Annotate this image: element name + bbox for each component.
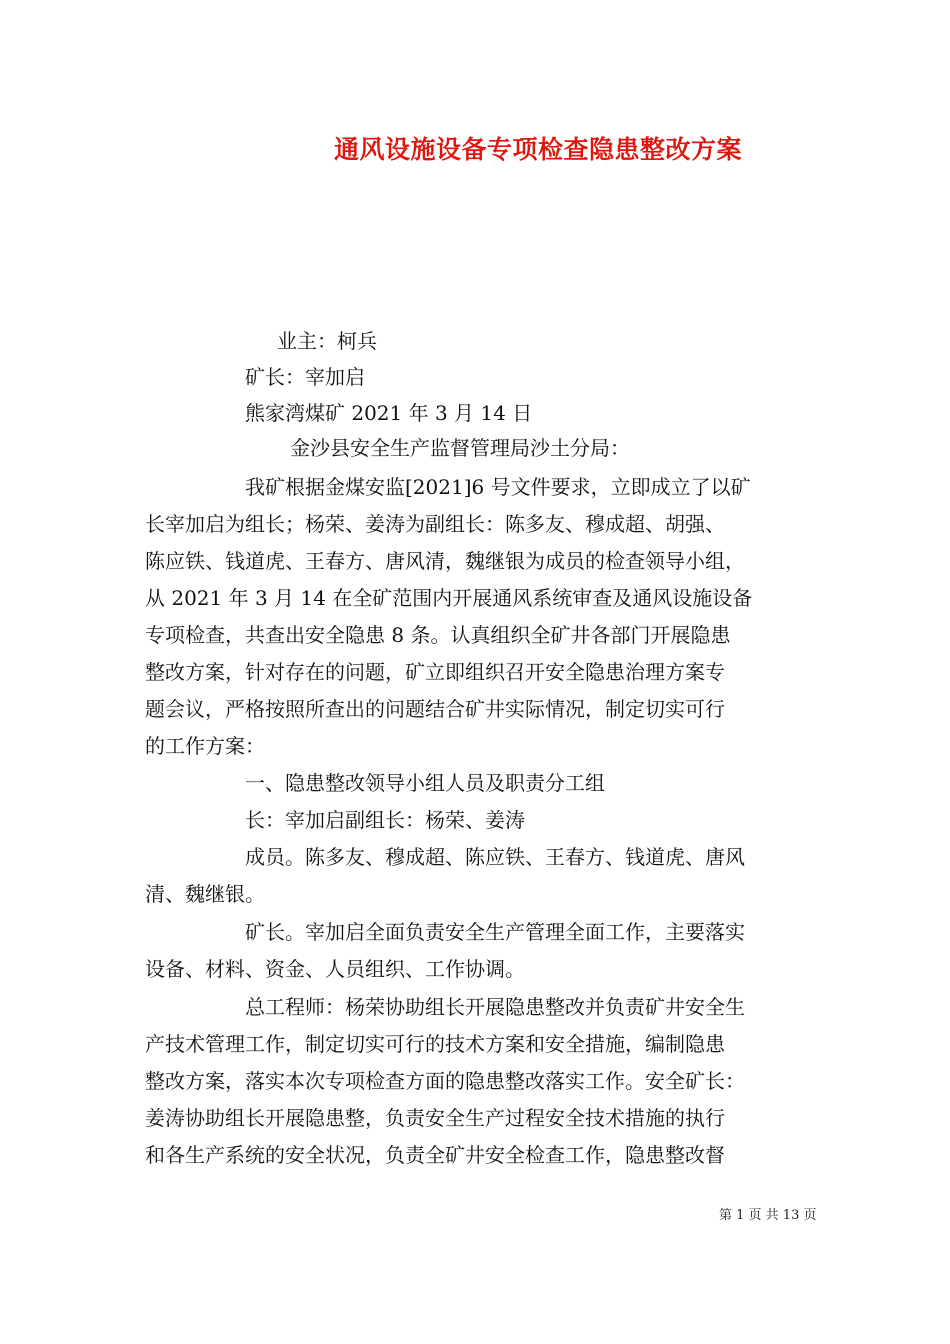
- document-title: 通风设施设备专项检查隐患整改方案: [333, 135, 742, 164]
- paragraph-line: 从 2021 年 3 月 14 在全矿范围内开展通风系统审查及通风设施设备: [145, 586, 753, 610]
- page-number: 第 1 页 共 13 页: [719, 1208, 817, 1223]
- paragraph-line: 长宰加启为组长；杨荣、姜涛为副组长：陈多友、穆成超、胡强、: [145, 512, 725, 536]
- mine-manager-line: 矿长：宰加启: [245, 365, 365, 389]
- paragraph-line: 专项检查，共查出安全隐患 8 条。认真组织全矿井各部门开展隐患: [145, 623, 731, 647]
- paragraph-line: 成员。陈多友、穆成超、陈应铁、王春方、钱道虎、唐风: [245, 845, 745, 869]
- recipient-line: 金沙县安全生产监督管理局沙土分局：: [290, 436, 630, 460]
- paragraph-line: 长：宰加启副组长：杨荣、姜涛: [245, 808, 525, 832]
- date-line: 熊家湾煤矿 2021 年 3 月 14 日: [245, 401, 533, 425]
- paragraph-line: 清、魏继银。: [145, 882, 265, 906]
- paragraph-line: 整改方案，落实本次专项检查方面的隐患整改落实工作。安全矿长：: [145, 1069, 745, 1093]
- paragraph-line: 设备、材料、资金、人员组织、工作协调。: [145, 957, 525, 981]
- paragraph-line: 我矿根据金煤安监[2021]6 号文件要求，立即成立了以矿: [245, 475, 751, 499]
- paragraph-line: 整改方案，针对存在的问题，矿立即组织召开安全隐患治理方案专: [145, 660, 725, 684]
- paragraph-line: 总工程师：杨荣协助组长开展隐患整改并负责矿井安全生: [245, 995, 745, 1019]
- paragraph-line: 的工作方案：: [145, 734, 265, 758]
- paragraph-line: 陈应铁、钱道虎、王春方、唐风清，魏继银为成员的检查领导小组，: [145, 549, 745, 573]
- paragraph-line: 和各生产系统的安全状况，负责全矿井安全检查工作，隐患整改督: [145, 1143, 725, 1167]
- paragraph-line: 矿长。宰加启全面负责安全生产管理全面工作，主要落实: [245, 920, 745, 944]
- paragraph-line: 姜涛协助组长开展隐患整，负责安全生产过程安全技术措施的执行: [145, 1106, 725, 1130]
- paragraph-line: 产技术管理工作，制定切实可行的技术方案和安全措施，编制隐患: [145, 1032, 725, 1056]
- paragraph-line: 题会议，严格按照所查出的问题结合矿井实际情况，制定切实可行: [145, 697, 725, 721]
- section-heading: 一、隐患整改领导小组人员及职责分工组: [245, 771, 605, 795]
- owner-line: 业主：柯兵: [277, 329, 377, 353]
